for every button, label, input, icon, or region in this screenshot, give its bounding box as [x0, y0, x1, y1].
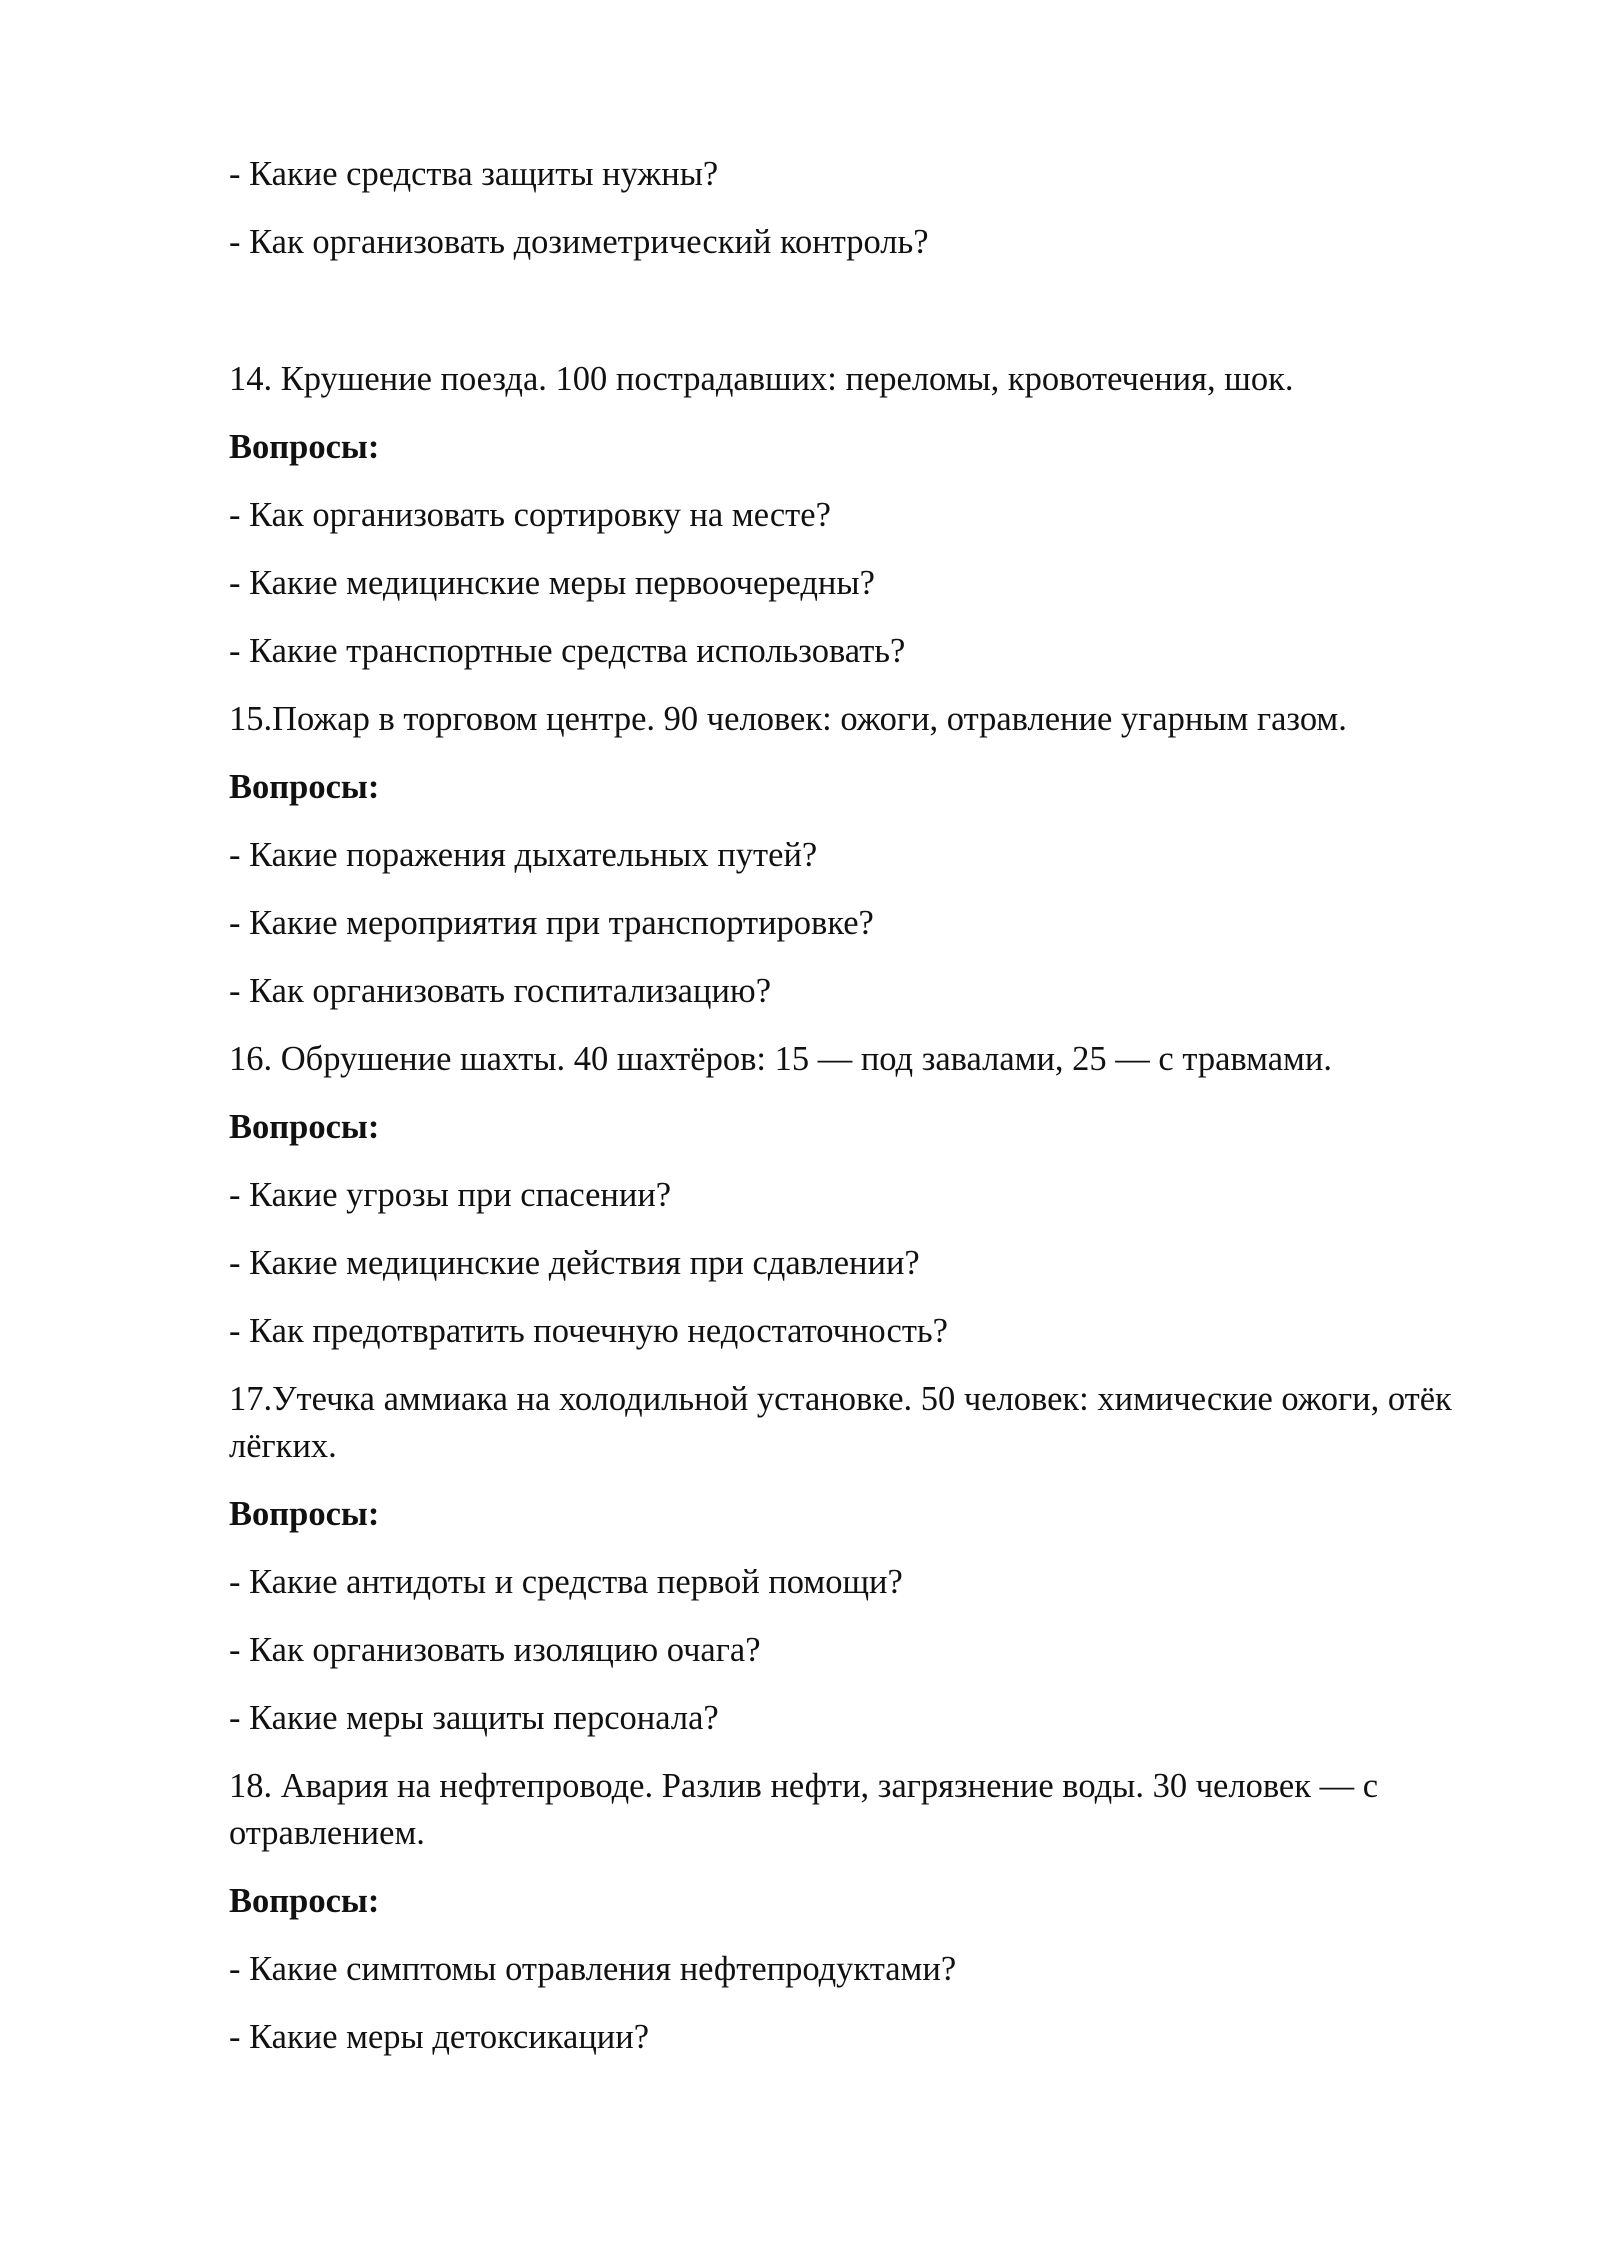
list-item: - Как организовать дозиметрический контроль? [229, 223, 929, 261]
list-item: - Какие средства защиты нужны? [229, 155, 719, 193]
case-title: 14. Крушение поезда. 100 пострадавших: переломы, кровотечения, шок. [229, 360, 1294, 398]
list-item: - Как организовать госпитализацию? [229, 972, 772, 1010]
list-item: - Как организовать сортировку на месте? [229, 496, 831, 534]
questions-heading: Вопросы: [229, 1108, 380, 1146]
questions-heading: Вопросы: [229, 1882, 380, 1920]
questions-heading: Вопросы: [229, 428, 380, 466]
questions-heading: Вопросы: [229, 768, 380, 806]
list-item: - Какие мероприятия при транспортировке? [229, 904, 874, 942]
list-item: - Какие поражения дыхательных путей? [229, 836, 818, 874]
case-title: 15.Пожар в торговом центре. 90 человек: ожоги, отравление угарным газом. [229, 700, 1347, 738]
list-item: - Какие медицинские меры первоочередны? [229, 564, 875, 602]
case-title: 16. Обрушение шахты. 40 шахтёров: 15 — под завалами, 25 — с травмами. [229, 1040, 1332, 1078]
list-item: - Какие меры детоксикации? [229, 2018, 650, 2056]
document-body [229, 151, 1509, 2082]
list-item: - Как организовать изоляцию очага? [229, 1631, 761, 1669]
list-item: - Как предотвратить почечную недостаточность? [229, 1312, 948, 1350]
list-item: - Какие меры защиты персонала? [229, 1699, 719, 1737]
list-item: - Какие антидоты и средства первой помощи? [229, 1563, 903, 1601]
list-item: - Какие угрозы при спасении? [229, 1176, 672, 1214]
list-item: - Какие транспортные средства использовать? [229, 632, 906, 670]
paragraph-spacer [229, 266, 1509, 356]
questions-heading: Вопросы: [229, 1495, 380, 1533]
list-item: - Какие медицинские действия при сдавлении? [229, 1244, 920, 1282]
case-title: 17.Утечка аммиака на холодильной установке. 50 человек: химические ожоги, отёк лёгких. [229, 1380, 1452, 1465]
list-item: - Какие симптомы отравления нефтепродуктами? [229, 1950, 957, 1988]
case-title: 18. Авария на нефтепроводе. Разлив нефти, загрязнение воды. 30 человек — с отравлением. [229, 1767, 1379, 1852]
